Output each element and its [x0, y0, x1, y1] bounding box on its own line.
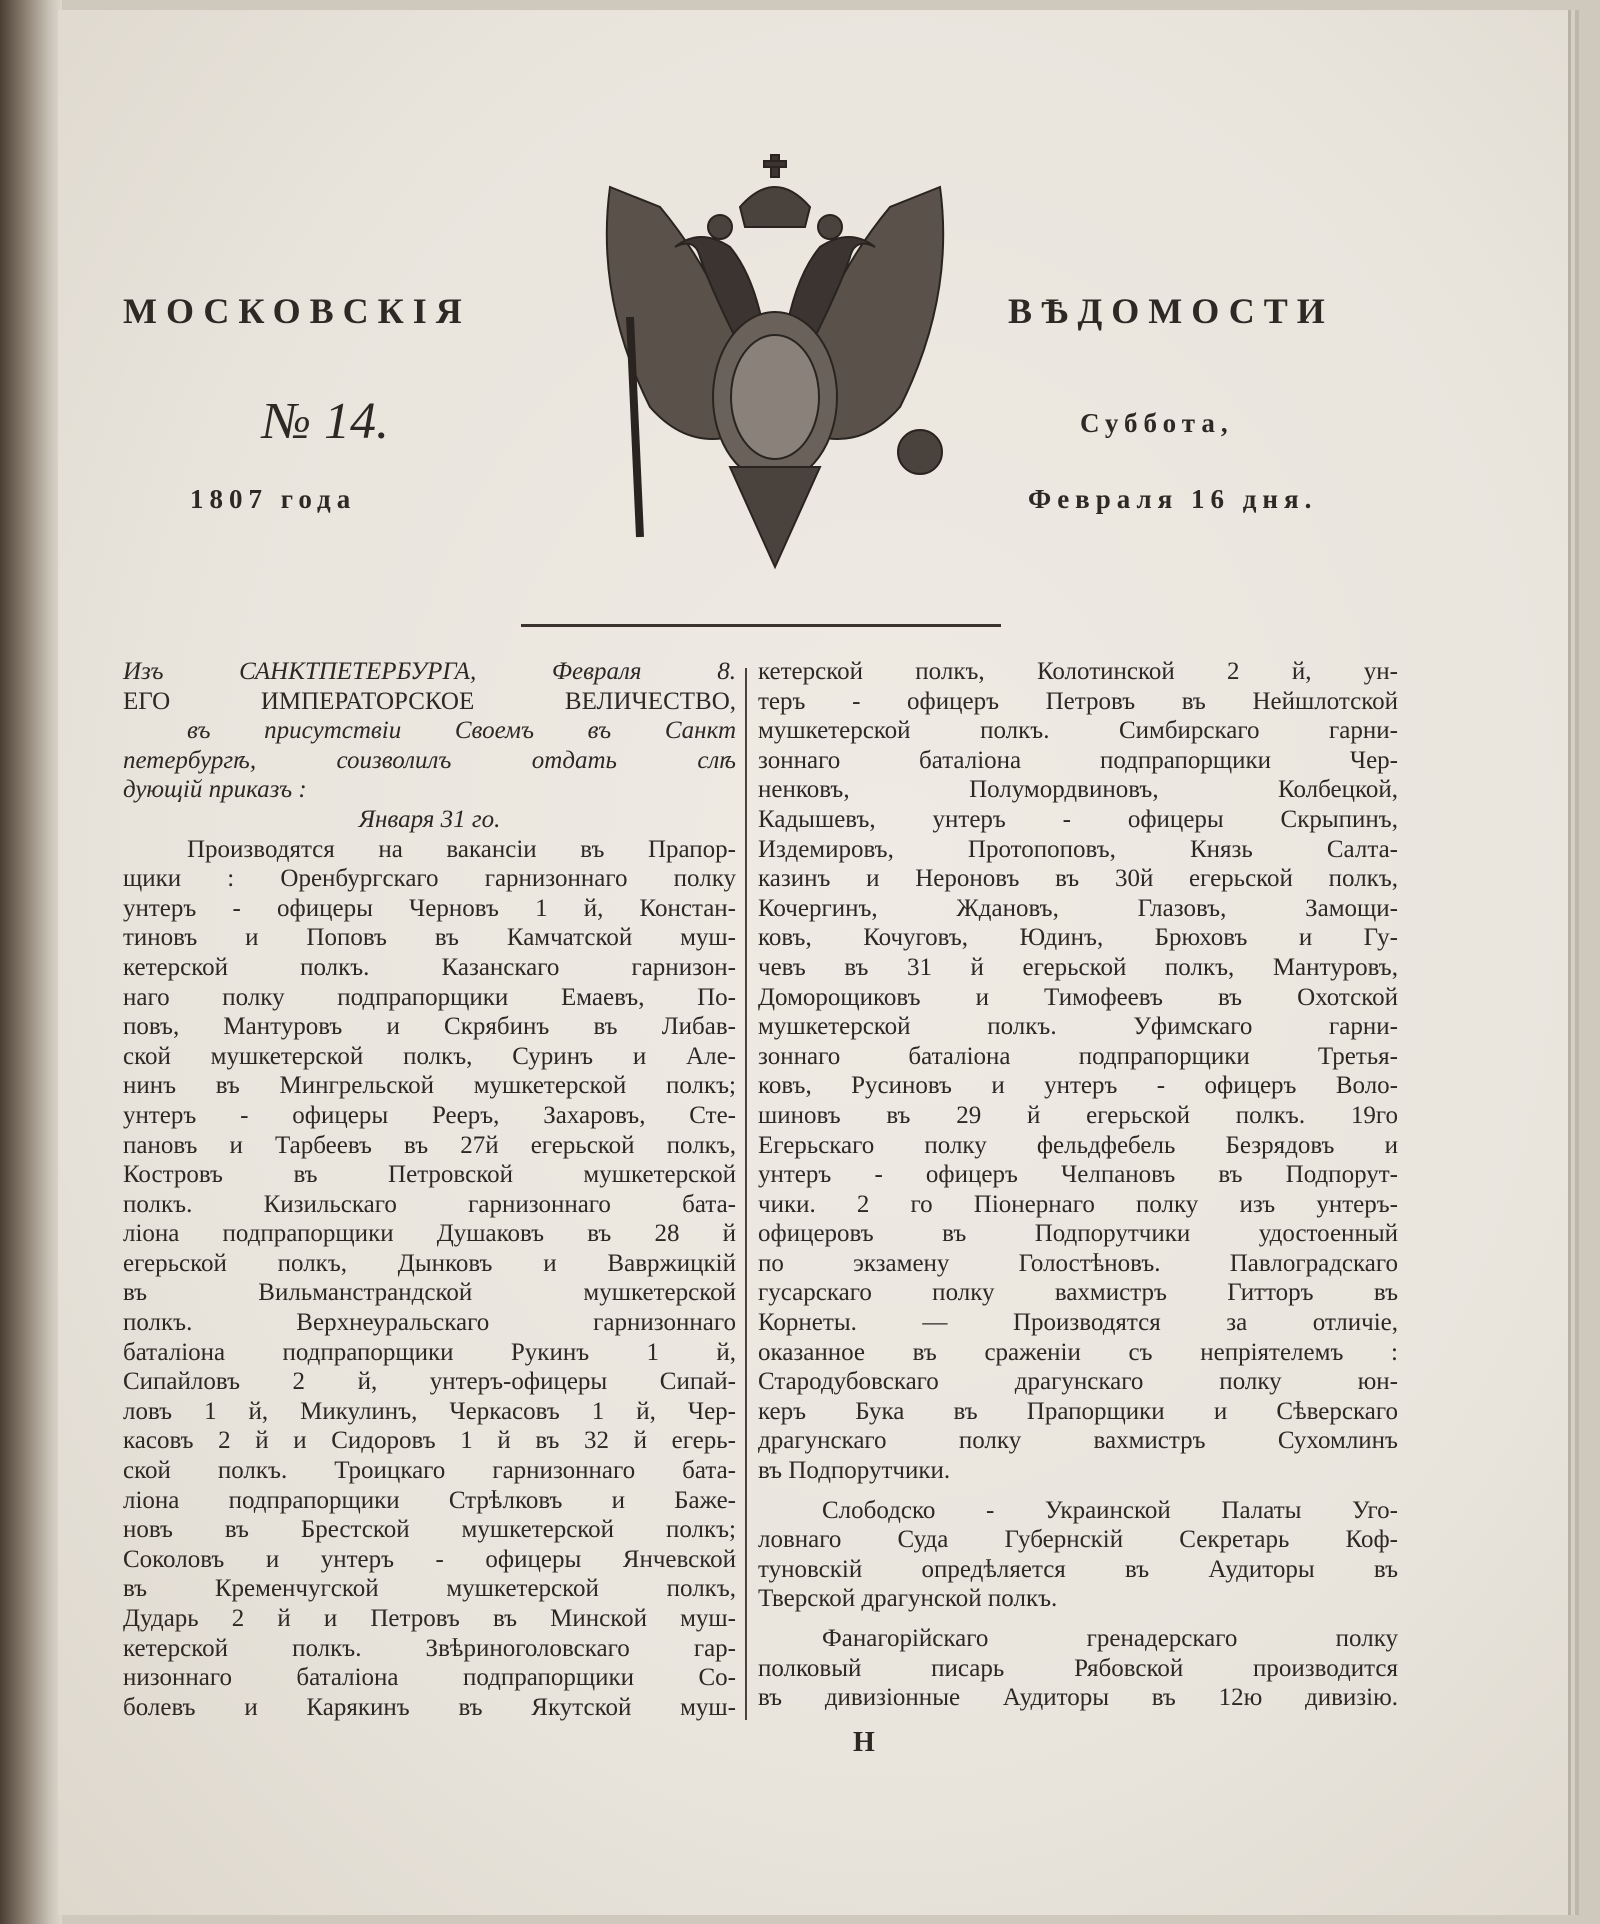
- masthead-title-right: ВѢДОМОСТИ: [1008, 291, 1334, 331]
- masthead-rule: [521, 624, 1001, 627]
- text-line: новъ въ Брестской мушкетерской полкъ;: [123, 1516, 736, 1544]
- text-line: кетерской полкъ. Казанскаго гарнизон-: [123, 953, 736, 981]
- text-line: кетерской полкъ, Колотинской 2 й, ун-: [758, 658, 1398, 685]
- text-line: Изъ САНКТПЕТЕРБУРГА, Февраля 8.: [123, 658, 736, 685]
- text-line: Кочергинъ, Ждановъ, Глазовъ, Замощи-: [758, 894, 1398, 922]
- text-line: чевъ въ 31 й егерьской полкъ, Мантуровъ,: [758, 953, 1398, 981]
- text-line: Доморощиковъ и Тимофеевъ въ Охотской: [758, 983, 1398, 1011]
- text-line: нинъ въ Мингрельской мушкетерской полкъ;: [123, 1072, 736, 1100]
- text-line: ненковъ, Полумордвиновъ, Колбецкой,: [758, 776, 1398, 804]
- text-line: ловнаго Суда Губернскій Секретарь Коф-: [758, 1526, 1398, 1554]
- text-line: повъ, Мантуровъ и Скрябинъ въ Либав-: [123, 1013, 736, 1041]
- text-line: полкъ. Верхнеуральскаго гарнизоннаго: [123, 1309, 736, 1337]
- left-column: [123, 657, 736, 1722]
- text-line: керъ Бука въ Прапорщики и Сѣверскаго: [758, 1397, 1398, 1425]
- issue-number: № 14.: [262, 393, 390, 450]
- text-line: чики. 2 го Піонернаго полку изъ унтеръ-: [758, 1190, 1398, 1218]
- text-line: въ дивизіонные Аудиторы въ 12ю дивизію.: [758, 1684, 1398, 1712]
- text-line: кетерской полкъ. Звѣриноголовскаго гар-: [123, 1634, 736, 1662]
- text-line: Соколовъ и унтеръ - офицеры Янчевской: [123, 1545, 736, 1573]
- text-line: Костровъ въ Петровской мушкетерской: [123, 1161, 736, 1189]
- column-divider: [745, 668, 747, 1720]
- text-line: полкъ. Кизильскаго гарнизоннаго бата-: [123, 1190, 736, 1218]
- text-line: Егерьскаго полку фельдфебель Безрядовъ и: [758, 1131, 1398, 1159]
- text-line: Сипайловъ 2 й, унтеръ-офицеры Сипай-: [123, 1368, 736, 1396]
- text-line: въ Вильманстрандской мушкетерской: [123, 1279, 736, 1307]
- text-line: ской полкъ. Троицкаго гарнизоннаго бата-: [123, 1457, 736, 1485]
- text-line: ліона подпрапорщики Стрѣлковъ и Баже-: [123, 1486, 736, 1514]
- text-line: унтеръ - офицеры Рееръ, Захаровъ, Сте-: [123, 1101, 736, 1129]
- text-line: пановъ и Тарбеевъ въ 27й егерьской полкъ,: [123, 1131, 736, 1159]
- text-line: болевъ и Карякинъ въ Якутской муш-: [123, 1693, 736, 1721]
- text-line: унтеръ - офицеры Черновъ 1 й, Констан-: [123, 894, 736, 922]
- text-line: ловъ 1 й, Микулинъ, Черкасовъ 1 й, Чер-: [123, 1397, 736, 1425]
- text-line: по экзамену Голостѣновъ. Павлоградскаго: [758, 1249, 1398, 1277]
- text-line: касовъ 2 й и Сидоровъ 1 й въ 32 й егерь-: [123, 1427, 736, 1455]
- text-line: драгунскаго полку вахмистръ Сухомлинъ: [758, 1427, 1398, 1455]
- text-line: гусарскаго полку вахмистръ Гитторъ въ: [758, 1279, 1398, 1307]
- masthead-title-left: МОСКОВСКІЯ: [123, 291, 471, 331]
- text-line: дующій приказъ :: [123, 776, 307, 804]
- text-line: шиновъ въ 29 й егерьской полкъ. 19го: [758, 1101, 1398, 1129]
- text-line: унтеръ - офицеръ Челпановъ въ Подпорут-: [758, 1161, 1398, 1189]
- text-line: петербургѣ, соизволилъ отдать слѣ: [123, 746, 736, 774]
- text-line: Января 31 го.: [358, 805, 501, 833]
- text-line: зоннаго баталіона подпрапорщики Третья-: [758, 1042, 1398, 1070]
- text-line: мушкетерской полкъ. Симбирскаго гарни-: [758, 717, 1398, 745]
- book-spine: [0, 0, 62, 1924]
- text-line: оказанное въ сраженіи съ непріятелемъ :: [758, 1338, 1398, 1366]
- text-line: ЕГО ИМПЕРАТОРСКОЕ ВЕЛИЧЕСТВО,: [123, 687, 736, 715]
- signature-mark: Н: [853, 1727, 875, 1758]
- text-line: офицеровъ въ Подпорутчики удостоенный: [758, 1220, 1398, 1248]
- text-line: Производятся на вакансіи въ Прапор-: [187, 835, 736, 863]
- text-line: зоннаго баталіона подпрапорщики Чер-: [758, 746, 1398, 774]
- text-line: въ Подпорутчики.: [758, 1457, 951, 1485]
- text-line: мушкетерской полкъ. Уфимскаго гарни-: [758, 1013, 1398, 1041]
- text-line: теръ - офицеръ Петровъ въ Нейшлотской: [758, 687, 1398, 715]
- issue-date: Февраля 16 дня.: [1028, 484, 1318, 514]
- year: 1807 года: [190, 484, 357, 514]
- text-line: Тверской драгунской полкъ.: [758, 1585, 1058, 1613]
- text-line: низоннаго баталіона подпрапорщики Со-: [123, 1664, 736, 1692]
- text-line: ковъ, Русиновъ и унтеръ - офицеръ Воло-: [758, 1072, 1398, 1100]
- text-line: Стародубовскаго драгунскаго полку юн-: [758, 1368, 1398, 1396]
- text-line: полковый писарь Рябовской производится: [758, 1654, 1398, 1682]
- text-line: наго полку подпрапорщики Емаевъ, По-: [123, 983, 736, 1011]
- text-line: въ присутствіи Своемъ въ Санкт: [187, 717, 736, 745]
- text-line: Издемировъ, Протопоповъ, Князь Салта-: [758, 835, 1398, 863]
- text-line: ской мушкетерской полкъ, Суринъ и Але-: [123, 1042, 736, 1070]
- text-line: Фанагорійскаго гренадерскаго полку: [822, 1625, 1398, 1652]
- text-line: казинъ и Нероновъ въ 30й егерьской полкъ,: [758, 865, 1398, 893]
- text-line: егерьской полкъ, Дынковъ и Вавржицкій: [123, 1249, 736, 1277]
- text-line: Корнеты. — Производятся за отличіе,: [758, 1309, 1398, 1337]
- text-line: щики : Оренбургскаго гарнизоннаго полку: [123, 865, 736, 893]
- text-line: ліона подпрапорщики Душаковъ въ 28 й: [123, 1220, 736, 1248]
- text-line: Дударь 2 й и Петровъ въ Минской муш-: [123, 1605, 736, 1632]
- text-line: тиновъ и Поповъ въ Камчатской муш-: [123, 924, 736, 952]
- text-line: Слободско - Украинской Палаты Уго-: [822, 1496, 1398, 1524]
- text-line: баталіона подпрапорщики Рукинъ 1 й,: [123, 1338, 736, 1366]
- text-line: ковъ, Кочуговъ, Юдинъ, Брюховъ и Гу-: [758, 924, 1398, 952]
- text-line: въ Кременчугской мушкетерской полкъ,: [123, 1575, 736, 1603]
- right-column: [758, 657, 1398, 1713]
- text-line: Кадышевъ, унтеръ - офицеры Скрыпинъ,: [758, 805, 1398, 833]
- text-line: туновскій опредѣляется въ Аудиторы въ: [758, 1555, 1398, 1583]
- double-headed-eagle-icon: [590, 147, 960, 572]
- weekday: Суббота,: [1080, 408, 1234, 438]
